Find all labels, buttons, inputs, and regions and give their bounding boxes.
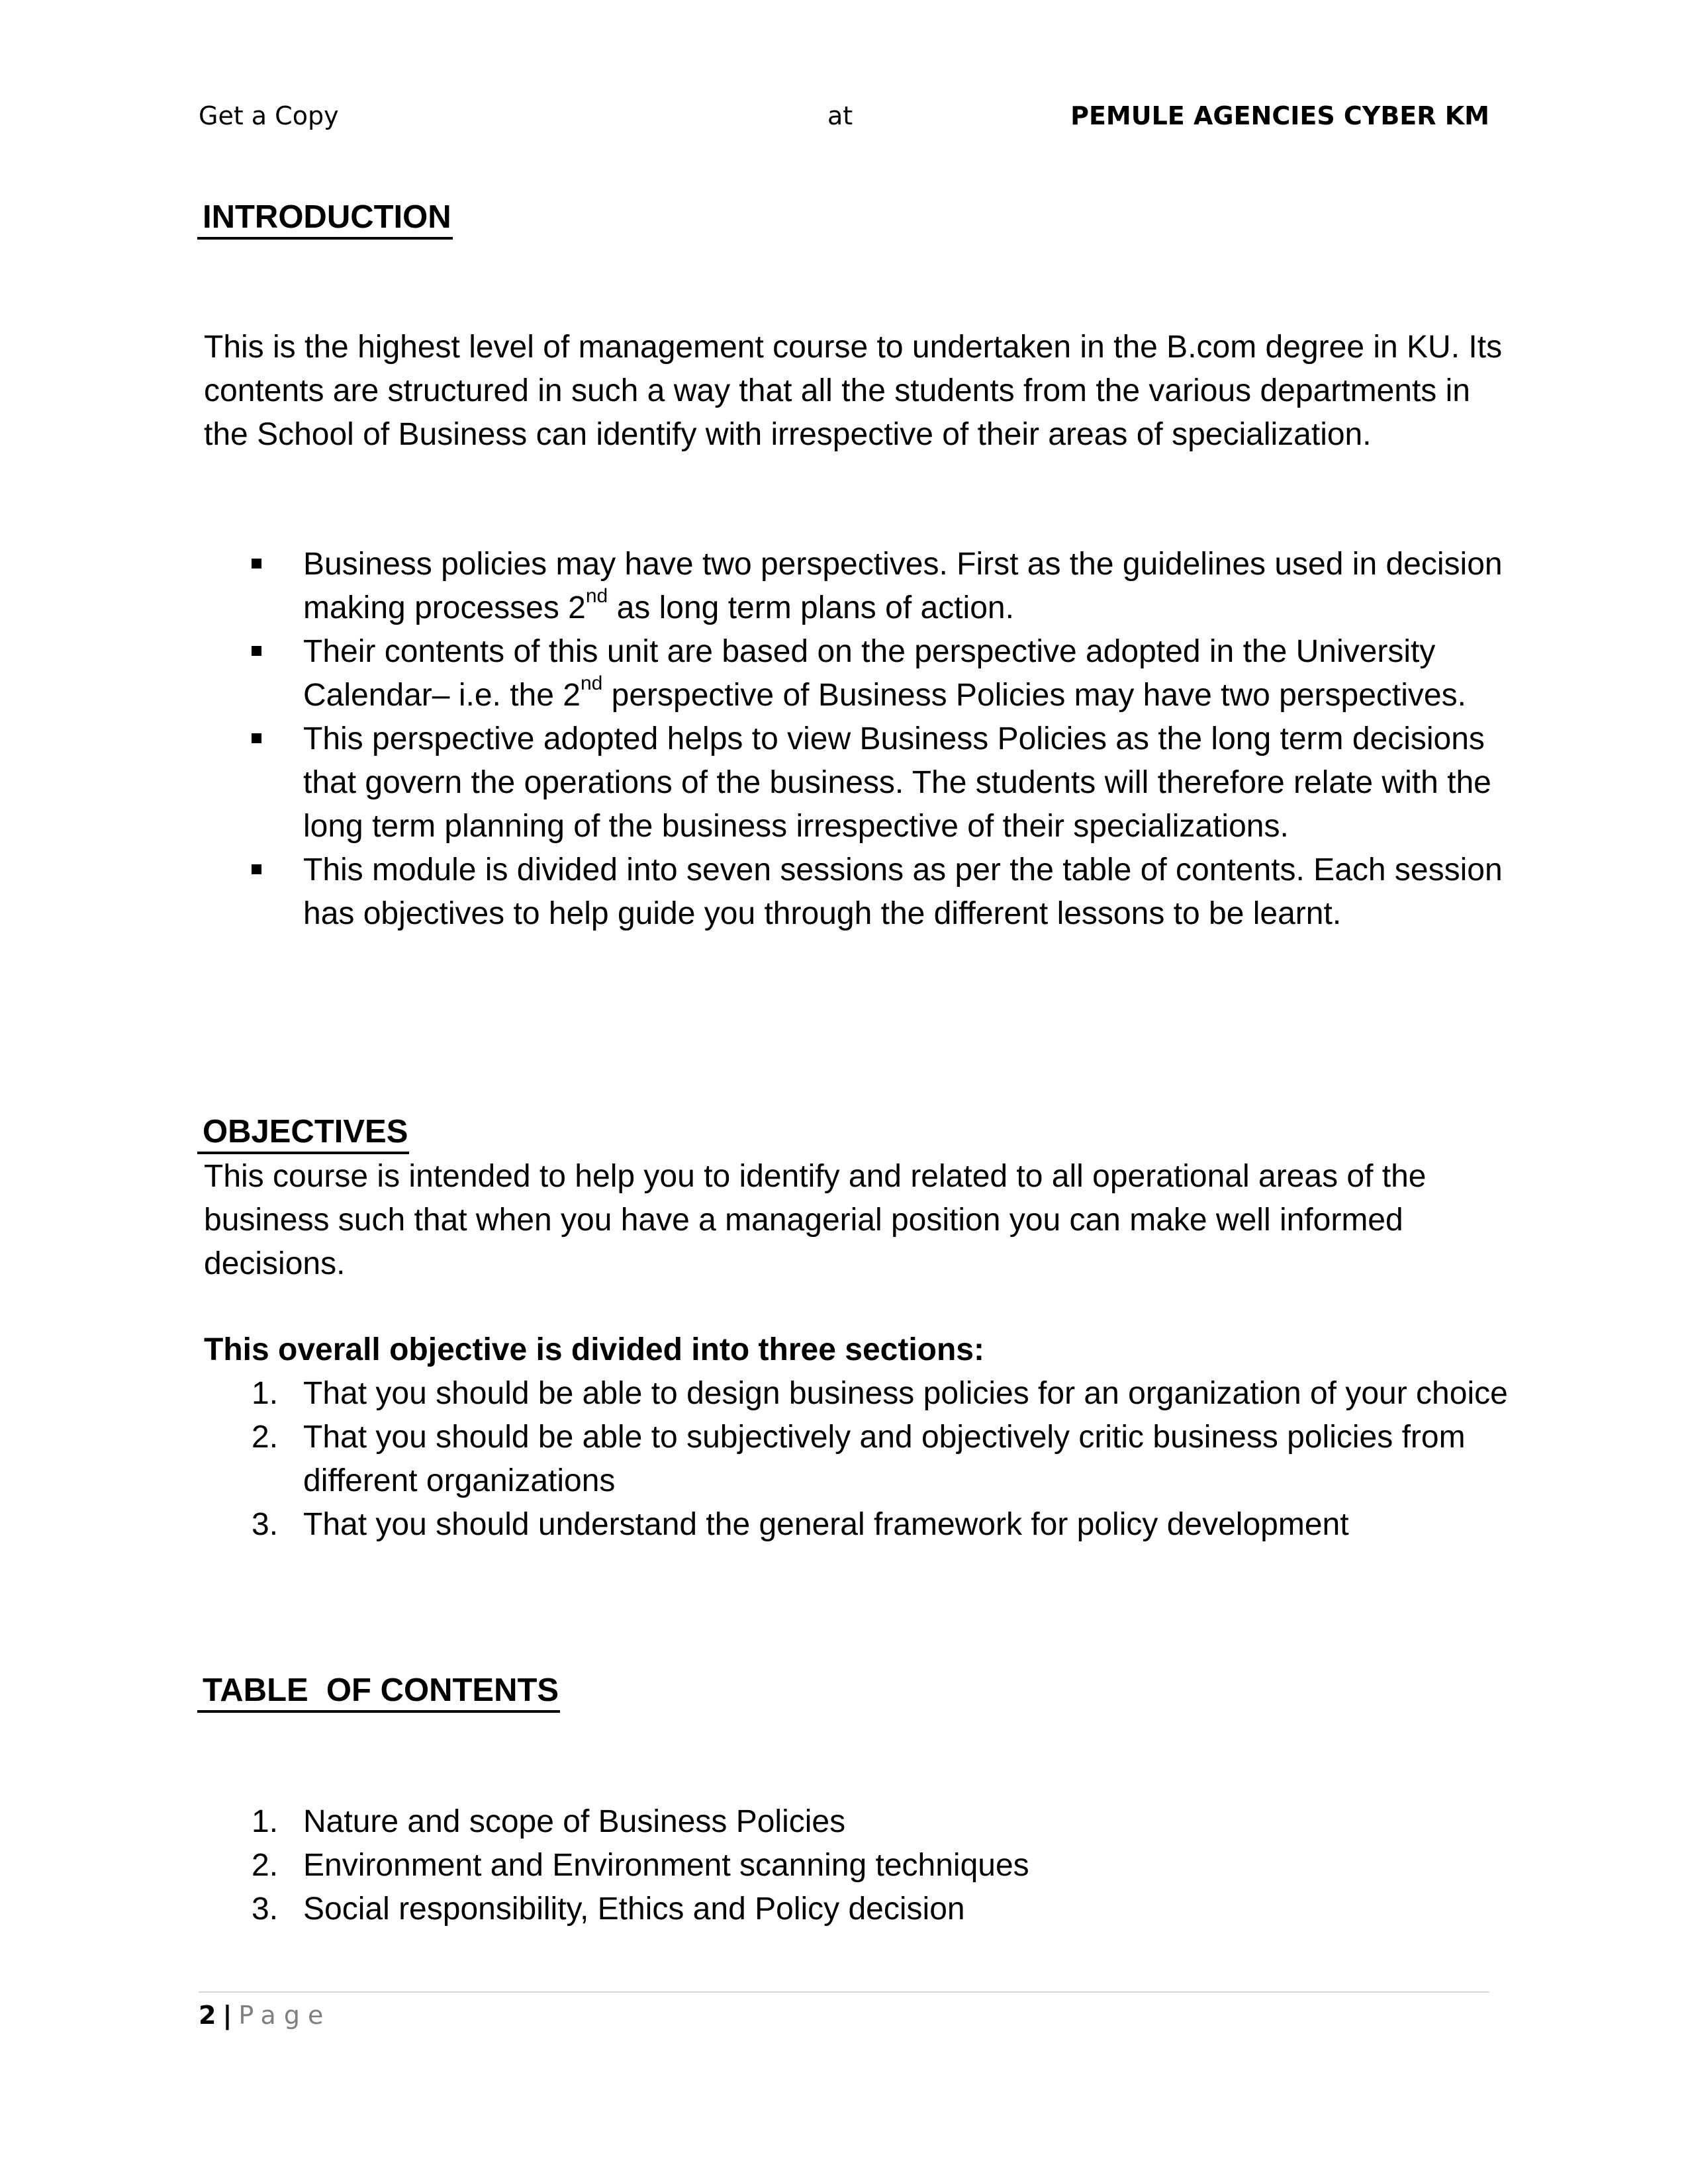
list-item — [204, 848, 1528, 936]
page-label: Page — [238, 2001, 332, 2030]
list-item — [204, 1503, 1528, 1547]
superscript: nd — [585, 585, 608, 607]
list-number: 1. — [252, 1804, 279, 1839]
toc-item-text: Environment and Environment scanning techniques — [303, 1848, 1029, 1883]
toc-item — [204, 1888, 1528, 1931]
toc-item-text: Nature and scope of Business Policies — [303, 1804, 846, 1839]
objectives-numbered-list — [204, 1372, 1528, 1547]
bullet-text: This module is divided into seven sessions as per the table of contents. Each session has objectives to help guide you through the different lessons to be learnt. — [303, 852, 1503, 931]
list-item — [204, 717, 1528, 848]
header-left-text: Get a Copy — [199, 101, 339, 130]
list-number: 2. — [252, 1848, 279, 1883]
footer-separator: | — [222, 2001, 232, 2030]
objectives-heading-text: OBJECTIVES — [203, 1114, 408, 1150]
list-item — [204, 630, 1528, 717]
heading-underline — [197, 1710, 560, 1713]
introduction-heading — [203, 197, 451, 237]
heading-underline — [197, 237, 453, 240]
superscript: nd — [580, 672, 603, 694]
list-number: 2. — [252, 1420, 279, 1455]
list-number: 1. — [252, 1376, 279, 1411]
objectives-subheading: This overall objective is divided into three sections: — [204, 1332, 984, 1367]
toc-heading — [203, 1670, 559, 1710]
objectives-heading — [203, 1112, 408, 1152]
toc-heading-text: TABLE OF CONTENTS — [203, 1672, 559, 1708]
square-bullet-icon — [252, 559, 261, 569]
list-item-text: That you should be able to subjectively and objectively critic business policies from different organizations — [303, 1420, 1466, 1498]
page-footer — [199, 1999, 331, 2032]
toc-item — [204, 1844, 1528, 1888]
header-middle-text: at — [827, 101, 853, 130]
list-item-text: That you should understand the general framework for policy development — [303, 1507, 1349, 1542]
footer-divider — [199, 1991, 1489, 1993]
bullet-text: perspective of Business Policies may have two perspectives. — [602, 678, 1466, 713]
introduction-paragraph: This is the highest level of management course to undertaken in the B.com degree in KU. Its contents are structured in such a way that all the students from the various departments in the School of Business can identify with irrespective of their areas of specialization. — [204, 330, 1503, 452]
toc-item-text: Social responsibility, Ethics and Policy decision — [303, 1891, 965, 1927]
list-item — [204, 1416, 1528, 1503]
heading-underline — [197, 1152, 409, 1154]
introduction-bullet-list — [204, 543, 1528, 936]
list-item — [204, 543, 1528, 630]
list-number: 3. — [252, 1507, 279, 1542]
page-number: 2 — [199, 2001, 216, 2030]
list-number: 3. — [252, 1891, 279, 1927]
square-bullet-icon — [252, 733, 261, 743]
bullet-text: Their contents of this unit are based on the perspective adopted in the University Calendar– i.e. the 2 — [303, 634, 1436, 713]
bullet-text: This perspective adopted helps to view Business Policies as the long term decisions that govern the operations of the business. The students will therefore relate with the long term planning of the business irrespective of their specializations. — [303, 721, 1491, 844]
header-right-text: PEMULE AGENCIES CYBER KM — [1070, 101, 1489, 130]
toc-numbered-list — [204, 1800, 1528, 1931]
bullet-text: as long term plans of action. — [608, 590, 1014, 625]
square-bullet-icon — [252, 646, 261, 656]
objectives-paragraph: This course is intended to help you to identify and related to all operational areas of the business such that when you have a managerial position you can make well informed decisions. — [204, 1159, 1427, 1281]
list-item-text: That you should be able to design business policies for an organization of your choice — [303, 1376, 1508, 1411]
square-bullet-icon — [252, 864, 261, 874]
toc-item — [204, 1800, 1528, 1844]
bullet-text: Business policies may have two perspectives. First as the guidelines used in decision making processes 2 — [303, 547, 1503, 625]
introduction-heading-text: INTRODUCTION — [203, 199, 451, 235]
list-item — [204, 1372, 1528, 1416]
